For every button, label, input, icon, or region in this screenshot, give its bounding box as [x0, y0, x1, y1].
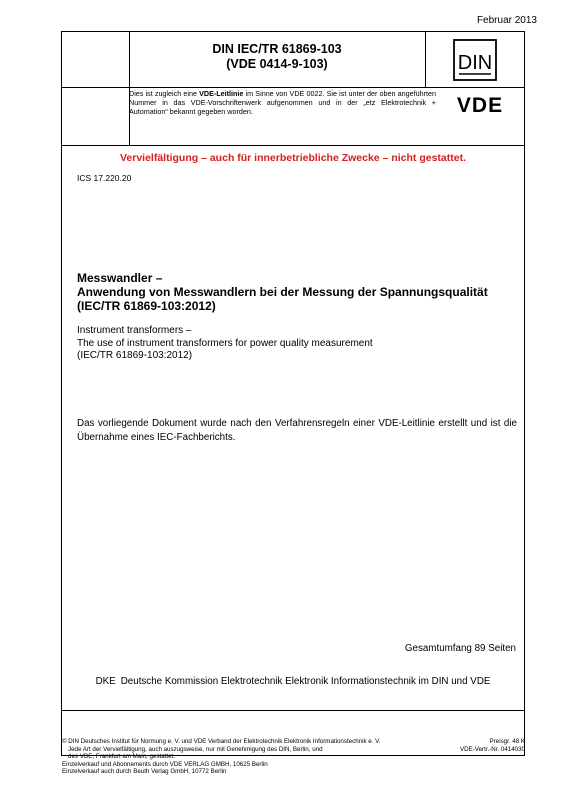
document-number-block: [129, 32, 425, 87]
sales-line-2: Einzelverkauf auch durch Beuth Verlag GmbH, 10772 Berlin: [62, 768, 227, 776]
vde-number: (VDE 0414-9-103): [226, 57, 328, 71]
sales-line-1: Einzelverkauf und Abonnements durch VDE VERLAG GMBH, 10625 Berlin: [62, 760, 268, 768]
din-logo-icon: [453, 39, 497, 81]
copyright-line-2: Jede Art der Vervielfältigung, auch auszugsweise, nur mit Genehmigung des DIN, Berlin, und: [68, 745, 323, 753]
vde-order-number: VDE-Vertr.-Nr. 0414030: [460, 745, 525, 753]
german-title-line-1: Messwandler –: [77, 271, 163, 285]
english-title-line-3: (IEC/TR 61869-103:2012): [77, 350, 193, 361]
copyright-line-3: des VDE, Frankfurt am Main, gestattet.: [68, 753, 175, 761]
footer-price-info: [460, 738, 525, 753]
document-description: Das vorliegende Dokument wurde nach den Verfahrensregeln einer VDE-Leitlinie erstellt und ist die Übernahme eines IEC-Fachberichts.: [77, 418, 517, 443]
vde-logo: VDE: [456, 94, 504, 117]
german-title-line-2: Anwendung von Messwandlern bei der Messung der Spannungsqualität: [77, 285, 488, 299]
dke-full-name: Deutsche Kommission Elektrotechnik Elektronik Informationstechnik im DIN und VDE: [120, 676, 491, 687]
reproduction-warning: Vervielfältigung – auch für innerbetriebliche Zwecke – nicht gestattet.: [119, 152, 466, 164]
document-number: DIN IEC/TR 61869-103: [212, 42, 342, 56]
vde-notice: [129, 89, 436, 117]
din-logo: [425, 32, 525, 87]
vde-notice-text-end: im Sinne von VDE 0022. Sie ist unter der oben angeführten Nummer in das VDE-Vorschriftenwerk aufgenommen und in der „etz Elektrotechnik + Automation“ bekannt gegeben worden.: [129, 89, 436, 117]
price-group: Preisgr. 48 K: [489, 738, 525, 745]
cover-frame: [61, 31, 525, 756]
footer-copyright: [62, 738, 402, 776]
header-divider: [62, 87, 524, 88]
din-logo-text: DIN: [457, 51, 493, 74]
ics-code: ICS 17.220.20: [77, 173, 132, 183]
publication-date: Februar 2013: [476, 15, 537, 26]
dke-abbreviation: DKE: [95, 676, 116, 687]
german-title-line-3: (IEC/TR 61869-103:2012): [77, 299, 216, 313]
english-title-line-1: Instrument transformers –: [77, 325, 192, 336]
german-title: [77, 271, 517, 313]
copyright-line-1: © DIN Deutsches Institut für Normung e. V. und VDE Verband der Elektrotechnik Elektronik Informationstechnik e. V.: [62, 738, 381, 745]
vde-notice-bold: VDE-Leitlinie: [199, 89, 244, 98]
english-title-line-2: The use of instrument transformers for power quality measurement: [77, 337, 373, 349]
english-title: [77, 325, 517, 363]
footer-top-divider: [62, 710, 524, 711]
dke-line: [62, 676, 524, 687]
vde-notice-text-start: Dies ist zugleich eine: [129, 89, 200, 98]
total-pages: Gesamtumfang 89 Seiten: [404, 643, 516, 654]
notice-divider: [62, 145, 524, 146]
